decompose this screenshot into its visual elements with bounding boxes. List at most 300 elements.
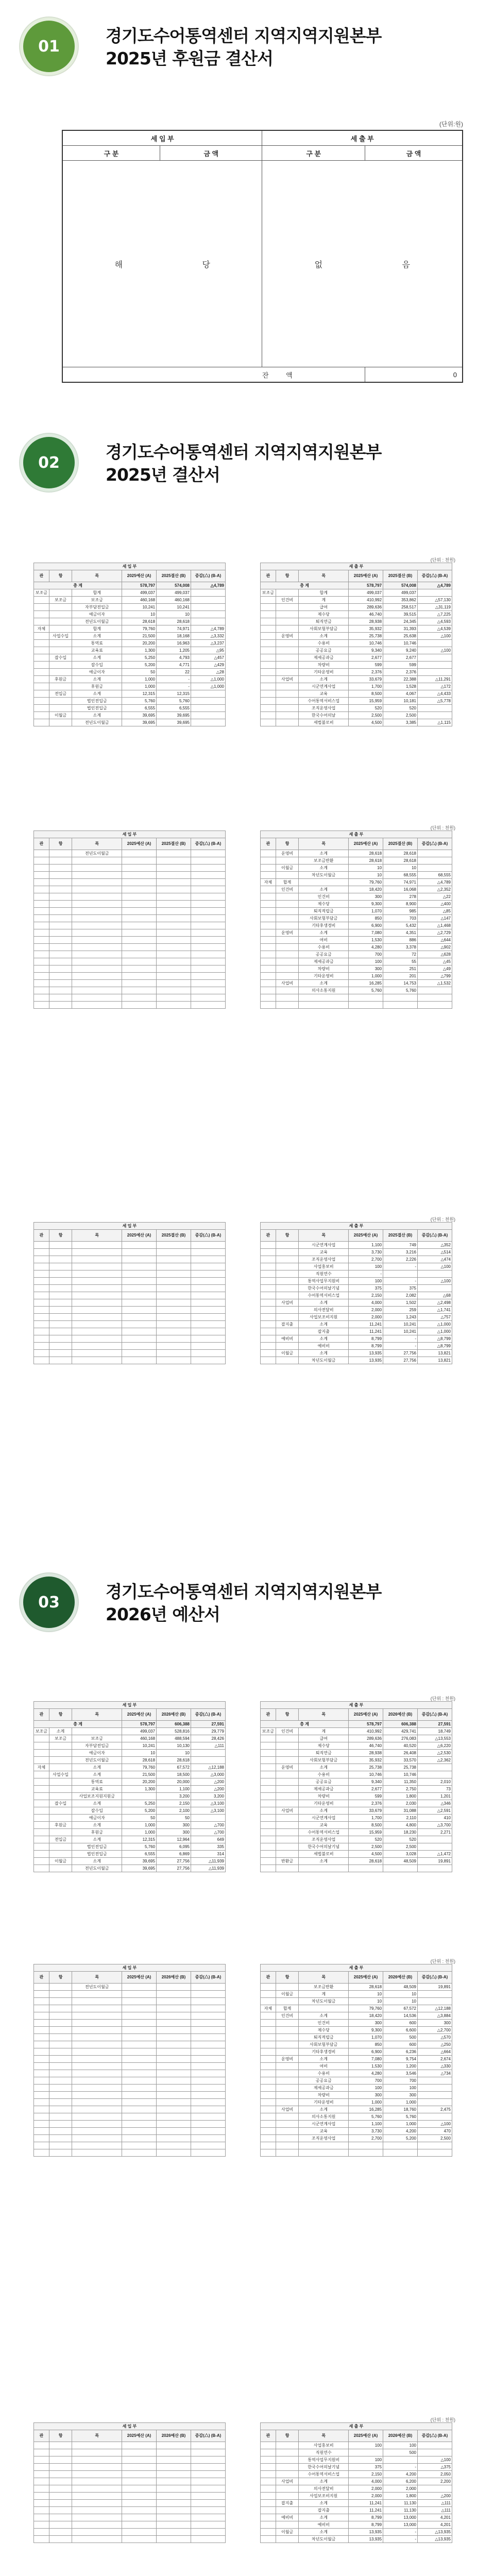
cell-mok <box>72 886 122 893</box>
cell-amount-a: 100 <box>349 2084 383 2092</box>
cell-hang: 이월금 <box>276 865 299 872</box>
cell-hang <box>49 951 72 958</box>
title-line-1: 경기도수어통역센터 지역지역지원본부 <box>106 1582 382 1602</box>
cell-amount-a: 1,000 <box>122 676 157 683</box>
cell-amount-a: 11,241 <box>349 2500 383 2507</box>
cell-diff: △6,220 <box>418 1742 452 1750</box>
col-gwan: 관 <box>34 1709 49 1721</box>
table-title: 세 입 부 <box>34 2423 226 2430</box>
cell-diff: △700 <box>191 1829 226 1836</box>
cell-mok: 전년도이월금 <box>72 618 122 625</box>
table-row <box>34 2063 226 2070</box>
cell-amount-b <box>157 2485 191 2493</box>
cell-diff: △1,000 <box>191 683 226 690</box>
cell-mok <box>72 872 122 879</box>
cell-mok <box>72 2121 122 2128</box>
cell-amount-b <box>157 2514 191 2521</box>
cell-mok <box>72 2084 122 2092</box>
cell-gwan <box>34 1851 49 1858</box>
cell-hang <box>49 1851 72 1858</box>
table-row <box>34 1750 226 1757</box>
cell-gwan <box>34 1998 49 2005</box>
cell-gwan <box>34 1991 49 1998</box>
cell-mok <box>72 994 122 1002</box>
col-gwan: 관 <box>261 1230 276 1242</box>
table-row <box>34 1807 226 1815</box>
cell-amount-b <box>157 893 191 901</box>
cell-diff <box>191 2135 226 2142</box>
cell-mok: 소계 <box>299 2514 349 2521</box>
cell-amount-b: 2,000 <box>383 2485 418 2493</box>
cell-diff <box>191 1991 226 1998</box>
cell-hang <box>276 647 299 654</box>
cell-diff <box>418 705 452 712</box>
cell-diff: △28 <box>191 669 226 676</box>
title-line-1: 경기도수어통역센터 지역지역지원본부 <box>106 442 382 462</box>
cell-gwan <box>261 1793 276 1800</box>
cell-amount-b: 18,760 <box>383 2106 418 2113</box>
cell-diff <box>418 1998 452 2005</box>
cell-gwan <box>261 2478 276 2485</box>
cell-gwan <box>34 951 49 958</box>
table-row <box>34 987 226 994</box>
cell-amount-a: 1,000 <box>122 683 157 690</box>
cell-mok: 직원연수 <box>299 1270 349 1278</box>
cell-amount-a: 4,000 <box>349 1299 383 1307</box>
cell-hang <box>49 915 72 922</box>
table-row <box>261 1314 452 1321</box>
cell-diff <box>191 597 226 604</box>
table-row <box>261 1815 452 1822</box>
balance-value: 0 <box>365 367 463 383</box>
table-row <box>261 1800 452 1807</box>
col-mok: 목 <box>299 1972 349 1984</box>
cell-amount-b <box>157 865 191 872</box>
cell-amount-a: 1,000 <box>349 2099 383 2106</box>
cell-amount-b <box>157 2142 191 2149</box>
cell-amount-a: 35,932 <box>349 625 383 633</box>
cell-amount-a: 28,618 <box>349 1984 383 1991</box>
cell-mok <box>72 1314 122 1321</box>
cell-amount-b <box>157 1998 191 2005</box>
cell-amount-b: 300 <box>383 2092 418 2099</box>
table-row <box>34 1278 226 1285</box>
cell-gwan <box>261 2113 276 2121</box>
cell-diff: △429 <box>191 662 226 669</box>
table-row <box>34 2106 226 2113</box>
table-row <box>34 683 226 690</box>
cell-hang <box>49 1991 72 1998</box>
table-title: 세 출 부 <box>261 831 452 838</box>
cell-gwan <box>261 2464 276 2471</box>
cell-mok: 한국수어의날기념 <box>299 1285 349 1292</box>
col-hang: 항 <box>49 1972 72 1984</box>
cell-gwan <box>34 698 49 705</box>
cell-amount-a <box>122 2536 157 2543</box>
table-row <box>261 633 452 640</box>
cell-mok: 법인전입금 <box>72 698 122 705</box>
cell-diff <box>418 712 452 719</box>
cell-gwan <box>34 2529 49 2536</box>
col-amount-a: 2025예산 (A) <box>122 570 157 582</box>
cell-mok <box>72 2128 122 2135</box>
cell-diff <box>191 951 226 958</box>
table-row <box>261 1793 452 1800</box>
cell-amount-a: 7,080 <box>349 2056 383 2063</box>
cell-amount-a: 13,935 <box>349 1357 383 1364</box>
cell-gwan <box>261 1350 276 1357</box>
cell-hang <box>276 705 299 712</box>
cell-amount-b: 40,520 <box>383 1742 418 1750</box>
cell-hang: 예비비 <box>276 2514 299 2521</box>
cell-diff <box>191 1270 226 1278</box>
table-row <box>34 958 226 965</box>
cell-diff <box>418 589 452 597</box>
col-gwan: 관 <box>34 1230 49 1242</box>
table-row <box>261 1807 452 1815</box>
cell-amount-a: 18,420 <box>349 886 383 893</box>
cell-gwan <box>34 1735 49 1742</box>
cell-hang <box>276 611 299 618</box>
cell-mok: 공공요금 <box>299 2077 349 2084</box>
cell-diff <box>418 987 452 994</box>
col-diff: 증감(△) (B-A) <box>418 570 452 582</box>
cell-amount-b: 72 <box>383 951 418 958</box>
table-row <box>34 1822 226 1829</box>
table-row <box>34 1742 226 1750</box>
cell-diff <box>191 2529 226 2536</box>
cell-mok: 차년도이월금 <box>299 1998 349 2005</box>
table-row <box>34 886 226 893</box>
cell-amount-a <box>122 2149 157 2157</box>
cell-hang <box>49 929 72 937</box>
cell-mok: 소계 <box>299 1321 349 1328</box>
cell-gwan <box>261 1357 276 1364</box>
cell-mok: 잡수입 <box>72 662 122 669</box>
cell-mok: 전년도이월금 <box>72 1984 122 1991</box>
cell-amount-a: 499,037 <box>349 589 383 597</box>
cell-amount-a <box>122 1002 157 1009</box>
cell-diff <box>191 2521 226 2529</box>
table-row <box>261 2471 452 2478</box>
table-row <box>261 958 452 965</box>
cell-mok: 차량비 <box>299 662 349 669</box>
table-row <box>34 1984 226 1991</box>
cell-mok: 시군연계사업 <box>299 683 349 690</box>
cell-gwan <box>34 2070 49 2077</box>
cell-hang <box>49 937 72 944</box>
cell-amount-a <box>122 2005 157 2012</box>
table-row <box>34 2020 226 2027</box>
cell-gwan: 보조금 <box>34 1728 49 1735</box>
table-row <box>34 2149 226 2157</box>
cell-diff: △352 <box>418 1242 452 1249</box>
cell-diff: △757 <box>418 1314 452 1321</box>
cell-amount-b: 6,236 <box>383 2048 418 2056</box>
cell-gwan <box>261 922 276 929</box>
table-row <box>34 1778 226 1786</box>
cell-amount-a <box>122 929 157 937</box>
cell-hang <box>276 965 299 973</box>
cell-diff <box>418 850 452 857</box>
table-row <box>34 2471 226 2478</box>
cell-diff <box>191 2478 226 2485</box>
cell-diff: △2,700 <box>418 2027 452 2034</box>
cell-amount-b: 39,695 <box>157 719 191 726</box>
cell-amount-b <box>157 944 191 951</box>
table-title: 세 출 부 <box>261 563 452 570</box>
cell-amount-a: 28,618 <box>122 1757 157 1764</box>
cell-mok: 소계 <box>72 1836 122 1843</box>
cell-amount-b: 4,067 <box>383 690 418 698</box>
cell-hang <box>49 865 72 872</box>
cell-amount-b <box>157 2449 191 2456</box>
cell-gwan <box>34 1757 49 1764</box>
cell-diff <box>191 2471 226 2478</box>
table-title: 세 출 부 <box>261 2423 452 2430</box>
table-row <box>34 2034 226 2041</box>
cell-diff <box>191 698 226 705</box>
cell-mok: 수어통역서비스업 <box>299 1829 349 1836</box>
cell-mok <box>72 915 122 922</box>
cell-gwan <box>261 2529 276 2536</box>
cell-gwan <box>34 604 49 611</box>
cell-amount-a <box>122 2106 157 2113</box>
table-row <box>261 1307 452 1314</box>
cell-amount-b: 14,753 <box>383 980 418 987</box>
cell-amount-a: 1,000 <box>122 1822 157 1829</box>
cell-amount-b <box>157 2493 191 2500</box>
table-row <box>34 2056 226 2063</box>
cell-hang: 반환금 <box>276 1858 299 1865</box>
cell-amount-b <box>157 1343 191 1350</box>
cell-gwan <box>261 1278 276 1285</box>
cell-mok: 사회보험부담금 <box>299 1757 349 1764</box>
cell-amount-a: 1,000 <box>122 1829 157 1836</box>
cell-amount-a: 410,992 <box>349 1728 383 1735</box>
cell-amount-a: 100 <box>349 2456 383 2464</box>
cell-amount-a: 39,695 <box>122 1858 157 1865</box>
cell-amount-b: 1,528 <box>383 683 418 690</box>
cell-hang <box>276 915 299 922</box>
cell-diff <box>418 1002 452 1009</box>
cell-diff: △49 <box>418 965 452 973</box>
cell-hang <box>49 2063 72 2070</box>
cell-mok <box>72 1357 122 1364</box>
cell-amount-a: 79,760 <box>349 879 383 886</box>
cell-diff <box>191 944 226 951</box>
cell-gwan <box>261 1292 276 1299</box>
cell-diff: △330 <box>418 2063 452 2070</box>
cell-mok: 퇴직적립금 <box>299 2034 349 2041</box>
table-row <box>34 1829 226 1836</box>
cell-hang <box>49 987 72 994</box>
cell-diff: △5,778 <box>418 698 452 705</box>
cell-amount-a <box>122 1335 157 1343</box>
cell-amount-b: 500 <box>383 2034 418 2041</box>
budget-expense-table <box>260 1701 452 1872</box>
table-row <box>34 1002 226 1009</box>
cell-gwan <box>261 2149 276 2157</box>
cell-hang <box>49 2536 72 2543</box>
cell-amount-a <box>122 879 157 886</box>
cell-amount-b <box>383 994 418 1002</box>
cell-gwan <box>261 2536 276 2543</box>
cell-gwan <box>261 1249 276 1256</box>
cell-gwan <box>34 850 49 857</box>
cell-amount-b: 11,350 <box>383 1778 418 1786</box>
cell-amount-a: 28,618 <box>349 1858 383 1865</box>
cell-hang <box>49 2048 72 2056</box>
cell-gwan <box>34 2442 49 2449</box>
cell-mok: 의사전달비 <box>299 2485 349 2493</box>
cell-hang <box>276 872 299 879</box>
cell-diff: △100 <box>418 2456 452 2464</box>
table-row <box>34 1843 226 1851</box>
cell-amount-a <box>122 1299 157 1307</box>
cell-amount-a: 700 <box>349 2077 383 2084</box>
cell-diff <box>191 901 226 908</box>
table-row <box>34 1735 226 1742</box>
cell-diff: △12,188 <box>418 2005 452 2012</box>
cell-hang <box>49 2478 72 2485</box>
table-title: 세 입 부 <box>34 1702 226 1709</box>
col-diff: 증감(△) (B-A) <box>191 570 226 582</box>
cell-amount-b: 499,037 <box>157 589 191 597</box>
cell-diff <box>191 865 226 872</box>
cell-diff <box>191 604 226 611</box>
cell-mok: 계 <box>299 1728 349 1735</box>
cell-diff: △68 <box>418 1292 452 1299</box>
table-row <box>34 1836 226 1843</box>
cell-gwan <box>261 908 276 915</box>
cell-amount-b: - <box>383 1343 418 1350</box>
cell-diff: △799 <box>418 973 452 980</box>
table-row <box>34 1728 226 1735</box>
table-row <box>34 1350 226 1357</box>
cell-gwan <box>34 669 49 676</box>
cell-diff <box>191 2514 226 2521</box>
cell-hang <box>276 2048 299 2056</box>
cell-hang <box>276 1800 299 1807</box>
cell-amount-b: 1,502 <box>383 1299 418 1307</box>
cell-amount-b <box>157 1285 191 1292</box>
cell-amount-b <box>383 2142 418 2149</box>
cell-amount-b <box>157 965 191 973</box>
cell-diff: △1,472 <box>418 1851 452 1858</box>
cell-hang <box>276 1343 299 1350</box>
cell-diff: △100 <box>418 2121 452 2128</box>
cell-diff: △11,939 <box>191 1858 226 1865</box>
cell-hang: 인건비 <box>276 886 299 893</box>
table-row <box>261 2027 452 2034</box>
table-row <box>261 1742 452 1750</box>
cell-amount-b <box>157 901 191 908</box>
cell-mok <box>72 1256 122 1263</box>
cell-amount-b: 1,205 <box>157 647 191 654</box>
table-row <box>261 1998 452 2005</box>
cell-mok: 소계 <box>299 676 349 683</box>
cell-amount-a <box>122 987 157 994</box>
cell-amount-a: 8,799 <box>349 1343 383 1350</box>
cell-hang <box>276 712 299 719</box>
table-row <box>261 1786 452 1793</box>
cell-mok: 교육 <box>299 1822 349 1829</box>
cell-hang <box>276 1307 299 1314</box>
col-gwan: 관 <box>261 838 276 850</box>
table-row <box>34 2041 226 2048</box>
cell-amount-b <box>157 886 191 893</box>
cell-gwan <box>261 1735 276 1742</box>
cell-gwan <box>261 2041 276 2048</box>
cell-mok: 소계 <box>72 712 122 719</box>
table-row <box>261 625 452 633</box>
cell-gwan <box>261 647 276 654</box>
cell-gwan <box>261 901 276 908</box>
cell-amount-b: 22,388 <box>383 676 418 683</box>
cell-mok: 사업홍보비 <box>299 1263 349 1270</box>
cell-mok: 인건비 <box>299 2020 349 2027</box>
cell-gwan <box>34 2084 49 2092</box>
table-row <box>34 1343 226 1350</box>
cell-amount-a <box>122 2135 157 2142</box>
cell-mok <box>72 2020 122 2027</box>
cell-hang <box>276 922 299 929</box>
col-mok: 목 <box>299 1709 349 1721</box>
cell-gwan <box>34 2113 49 2121</box>
cell-amount-a <box>122 2056 157 2063</box>
cell-hang <box>49 2529 72 2536</box>
cell-amount-a: 10 <box>349 1998 383 2005</box>
cell-amount-b: 11,130 <box>383 2507 418 2514</box>
table-row <box>34 640 226 647</box>
cell-mok <box>72 2012 122 2020</box>
cell-diff: △100 <box>418 1263 452 1270</box>
cell-amount-b: 8,900 <box>383 901 418 908</box>
cell-mok <box>72 1292 122 1299</box>
cell-gwan <box>261 872 276 879</box>
budget-income-table-2 <box>33 1964 226 2157</box>
table-row <box>261 2521 452 2529</box>
cell-amount-b <box>157 2471 191 2478</box>
cell-amount-a: 39,695 <box>122 719 157 726</box>
cell-mok <box>72 1343 122 1350</box>
table-row <box>34 1292 226 1299</box>
cell-hang <box>276 2135 299 2142</box>
cell-hang <box>276 1278 299 1285</box>
table-row <box>261 712 452 719</box>
cell-gwan <box>34 1800 49 1807</box>
cell-diff <box>191 872 226 879</box>
donation-table <box>62 130 463 383</box>
cell-mok: 법인전입금 <box>72 1851 122 1858</box>
cell-amount-a: 28,618 <box>349 850 383 857</box>
cell-gwan <box>34 1299 49 1307</box>
col-amount-a: 2025예산 (A) <box>349 1972 383 1984</box>
cell-diff: △1,741 <box>418 1307 452 1314</box>
cell-amount-b: 2,500 <box>383 1843 418 1851</box>
cell-mok <box>72 2507 122 2514</box>
table-row <box>261 915 452 922</box>
cell-amount-b: 2,500 <box>383 712 418 719</box>
cell-hang <box>49 2077 72 2084</box>
cell-hang: 운영비 <box>276 850 299 857</box>
cell-gwan <box>261 698 276 705</box>
cell-mok <box>72 2041 122 2048</box>
cell-amount-b: - <box>383 1278 418 1285</box>
table-row <box>34 719 226 726</box>
cell-diff: △13,935 <box>418 2536 452 2543</box>
